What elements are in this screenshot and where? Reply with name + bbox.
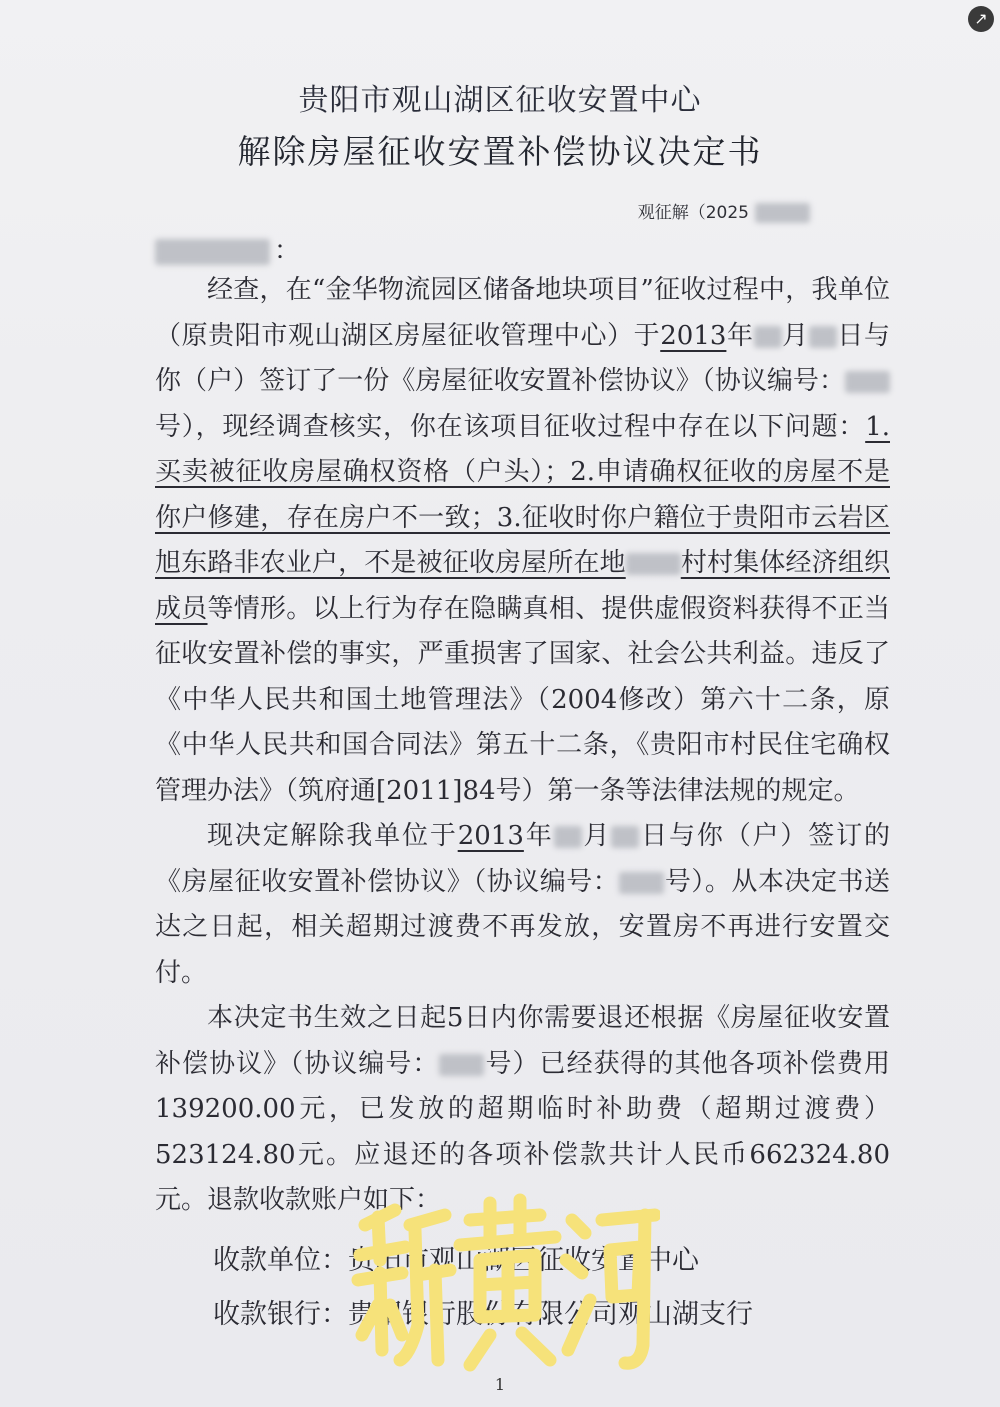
redacted-day <box>611 826 639 848</box>
p1-month-suffix: 月 <box>781 320 809 351</box>
document-number <box>638 198 810 223</box>
p2-year-suffix: 年 <box>523 821 554 851</box>
salutation-suffix: ： <box>274 236 301 266</box>
page-number: 1 <box>494 1375 506 1394</box>
p1-issue-intro: 号），现经调查核实，你在该项目征收过程中存在以下问题： <box>155 411 866 442</box>
redacted-month <box>554 826 582 848</box>
payee-label: 收款单位： <box>213 1245 348 1276</box>
p2-rest: 号）。从本决定书送达之日起，相关超期过渡费不再发放，安置房不再进行安置交付。 <box>155 866 890 988</box>
redacted-day <box>809 326 837 348</box>
p1-year: 2013 <box>660 320 727 351</box>
p1-rest: 等情形。以上行为存在隐瞒真相、提供虚假资料获得不正当征收安置补偿的事实，严重损害了国家、社会公共利益。违反了《中华人民共和国土地管理法》（2004修改）第六十二条，原《中华人民共和国合同法》第五十二条，《贵阳市村民住宅确权管理办法》（筑府通[2011]84号）第一条等法律法规的规定。 <box>155 593 890 806</box>
p1-issues-2: 村村集体经济组织成员 <box>155 548 890 624</box>
redacted-agreement-no <box>439 1054 484 1076</box>
document-title: 解除房屋征收安置补偿协议决定书 <box>237 132 763 171</box>
redacted-name <box>155 239 270 265</box>
p1-sign-text: 日与你（户）签订了一份《房屋征收安置补偿协议》（协议编号： <box>155 320 890 396</box>
p2-year: 2013 <box>457 821 524 851</box>
doc-number-text: 观征解（2025 <box>637 203 749 223</box>
p3-rest: 号）已经获得的其他各项补偿费用139200.00元，已发放的超期临时补助费（超期过渡费）523124.80元。应退还的各项补偿款共计人民币662324.80元。退款收款账户如下： <box>155 1048 890 1215</box>
bank-value: 贵阳银行股份有限公司观山湖支行 <box>348 1299 753 1330</box>
redacted-agreement-no <box>845 371 890 393</box>
payee-value: 贵阳市观山湖区征收安置中心 <box>348 1245 699 1276</box>
salutation <box>155 230 300 267</box>
p2-intro: 现决定解除我单位于 <box>207 821 458 851</box>
bank-label: 收款银行： <box>213 1299 348 1330</box>
org-header: 贵阳市观山湖区征收安置中心 <box>298 83 702 118</box>
redacted-month <box>754 326 782 348</box>
paragraph-1 <box>155 268 890 814</box>
expand-icon[interactable]: ↗ <box>968 6 994 32</box>
p2-month-suffix: 月 <box>581 821 612 851</box>
redacted-agreement-no <box>619 872 664 894</box>
p1-intro: 经查，在“金华物流园区储备地块项目”征收过程中，我单位（原贵阳市观山湖区房屋征收管理中心）于 <box>155 275 890 351</box>
redacted-village <box>626 553 681 575</box>
p3-intro: 本决定书生效之日起5日内你需要退还根据《房屋征收安置补偿协议》（协议编号： <box>155 1003 890 1079</box>
p2-sign-text: 日与你（户）签订的《房屋征收安置补偿协议》（协议编号： <box>155 821 890 897</box>
p1-issues: 1.买卖被征收房屋确权资格（户头）；2.申请确权征收的房屋不是你户修建，存在房户不一致；3.征收时你户籍位于贵阳市云岩区旭东路非农业户，不是被征收房屋所在地 <box>155 411 890 578</box>
paragraph-2 <box>155 814 890 996</box>
p1-year-suffix: 年 <box>726 320 754 351</box>
xinhuanghe-watermark-logo <box>340 1185 660 1385</box>
document-body <box>155 268 890 1224</box>
redacted-block <box>755 203 810 223</box>
